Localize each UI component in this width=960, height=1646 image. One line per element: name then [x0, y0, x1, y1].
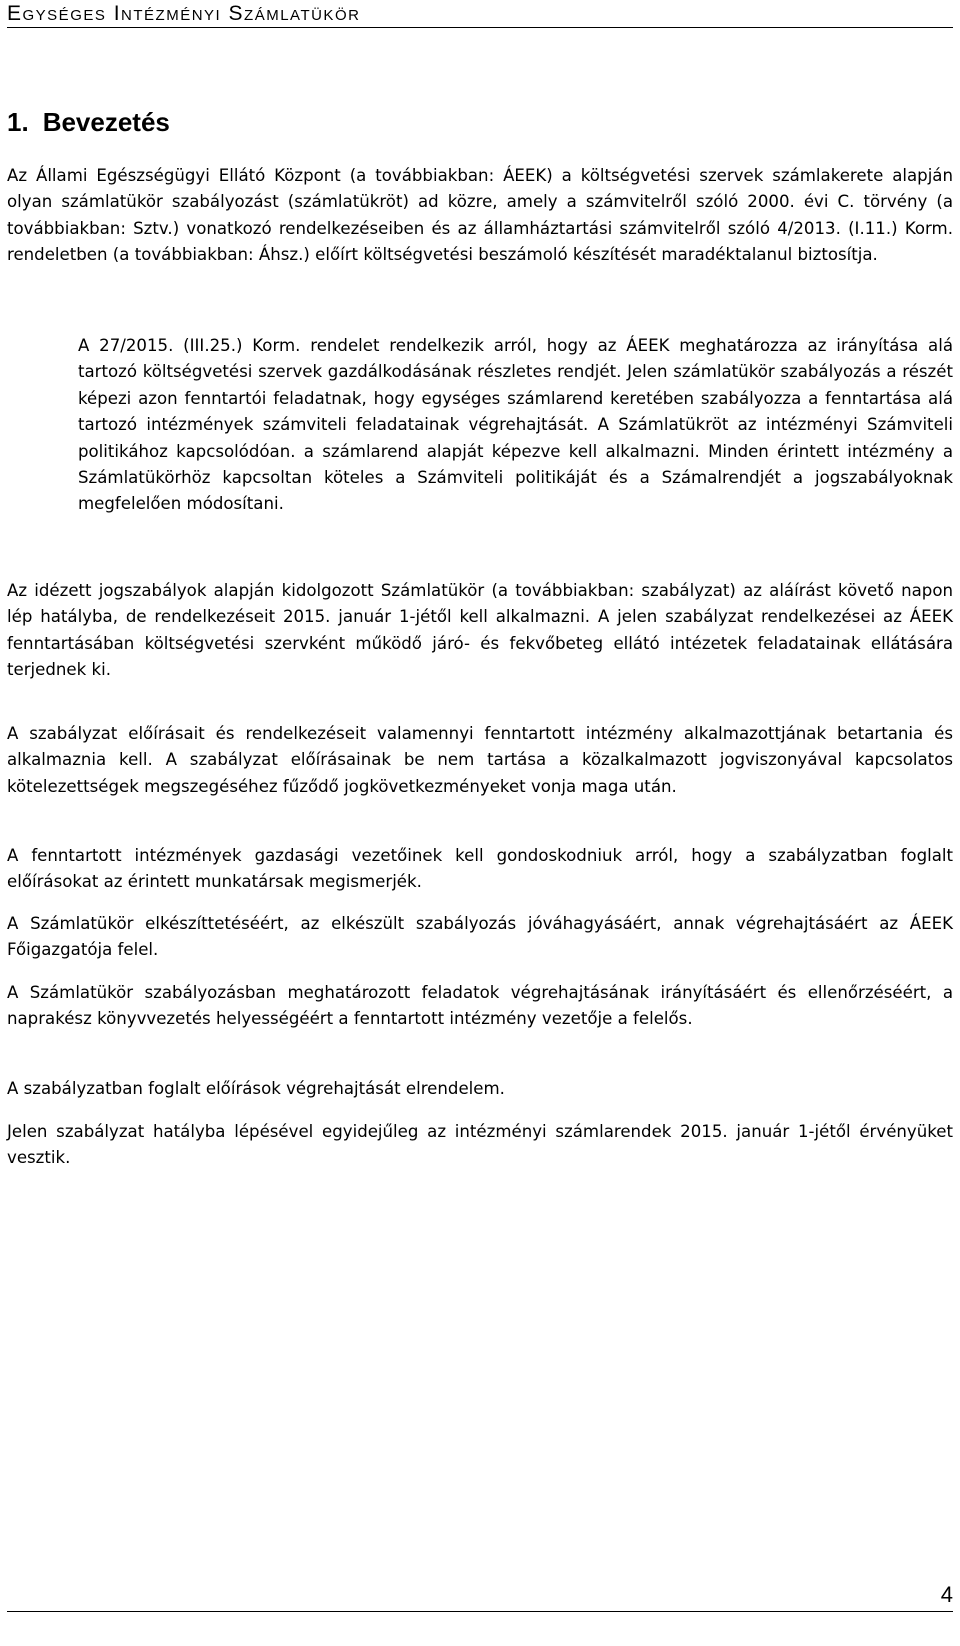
- page-header: [7, 3, 953, 28]
- section-number: 1.: [7, 107, 29, 137]
- paragraph-regulation: A 27/2015. (III.25.) Korm. rendelet rendelkezik arról, hogy az ÁEEK meghatározza az irányítása alá tartozó költségvetési szervek gazdálkodásának részletes rendjét. Jelen számlatükör szabályozás a részét képezi azon fenntartói feladatnak, hogy egységes számlarend keretében szabályozza a fenntartása alá tartozó intézmények számviteli feladatainak végrehajtását. A Számlatükröt az intézményi Számviteli politikához kapcsolódóan. a számlarend alapját képezve kell alkalmazni. Minden érintett intézmény a Számlatükörhöz kapcsoltan köteles a Számviteli politikáját és a Számalrendjét a jogszabályoknak megfelelően módosítani.: [78, 336, 953, 514]
- section-heading: [7, 107, 170, 137]
- paragraph-intro: Az Állami Egészségügyi Ellátó Központ (a továbbiakban: ÁEEK) a költségvetési szervek számlakerete alapján olyan számlatükör szabályozást (számlatükröt) ad közre, amely a számvitelről szóló 2000. évi C. törvény (a továbbiakban: Sztv.) vonatkozó rendelkezéseiben és az államháztartási számvitelről szóló 4/2013. (I.11.) Korm. rendeletben (a továbbiakban: Áhsz.) előírt költségvetési beszámoló készítését maradéktalanul biztosítja.: [7, 166, 953, 265]
- paragraph-order: A szabályzatban foglalt előírások végrehajtását elrendelem.: [7, 1079, 505, 1098]
- section-title: Bevezetés: [42, 107, 170, 137]
- paragraph-repeal: Jelen szabályzat hatályba lépésével egyidejűleg az intézményi számlarendek 2015. január 1-jétől érvényüket vesztik.: [7, 1122, 953, 1168]
- page-footer: [7, 1582, 953, 1612]
- paragraph-control: A Számlatükör szabályozásban meghatározott feladatok végrehajtásának irányításáért és ellenőrzéséért, a naprakész könyvvezetés helyességéért a fenntartott intézmény vezetője a felelős.: [7, 983, 953, 1029]
- paragraph-effective-date: Az idézett jogszabályok alapján kidolgozott Számlatükör (a továbbiakban: szabályzat) az aláírást követő napon lép hatályba, de rendelkezéseit 2015. január 1-jétől kell alkalmazni. A jelen szabályzat rendelkezései az ÁEEK fenntartásában költségvetési szervként működő járó- és fekvőbeteg ellátó intézetek feladatainak ellátására terjednek ki.: [7, 581, 953, 680]
- paragraph-managers: A fenntartott intézmények gazdasági vezetőinek kell gondoskodniuk arról, hogy a szabályzatban foglalt előírásokat az érintett munkatársak megismerjék.: [7, 846, 953, 892]
- paragraph-compliance: A szabályzat előírásait és rendelkezéseit valamennyi fenntartott intézmény alkalmazottjának betartania és alkalmaznia kell. A szabályzat előírásainak be nem tartása a közalkalmazott jogviszonyával kapcsolatos kötelezettségek megszegéséhez fűződő jogkövetkezményeket vonja maga után.: [7, 724, 953, 796]
- page-number: 4: [940, 1582, 953, 1607]
- paragraph-responsibility: A Számlatükör elkészíttetéséért, az elkészült szabályozás jóváhagyásáért, annak végrehajtásáért az ÁEEK Főigazgatója felel.: [7, 914, 953, 960]
- document-title: Egységes Intézményi Számlatükör: [7, 2, 361, 25]
